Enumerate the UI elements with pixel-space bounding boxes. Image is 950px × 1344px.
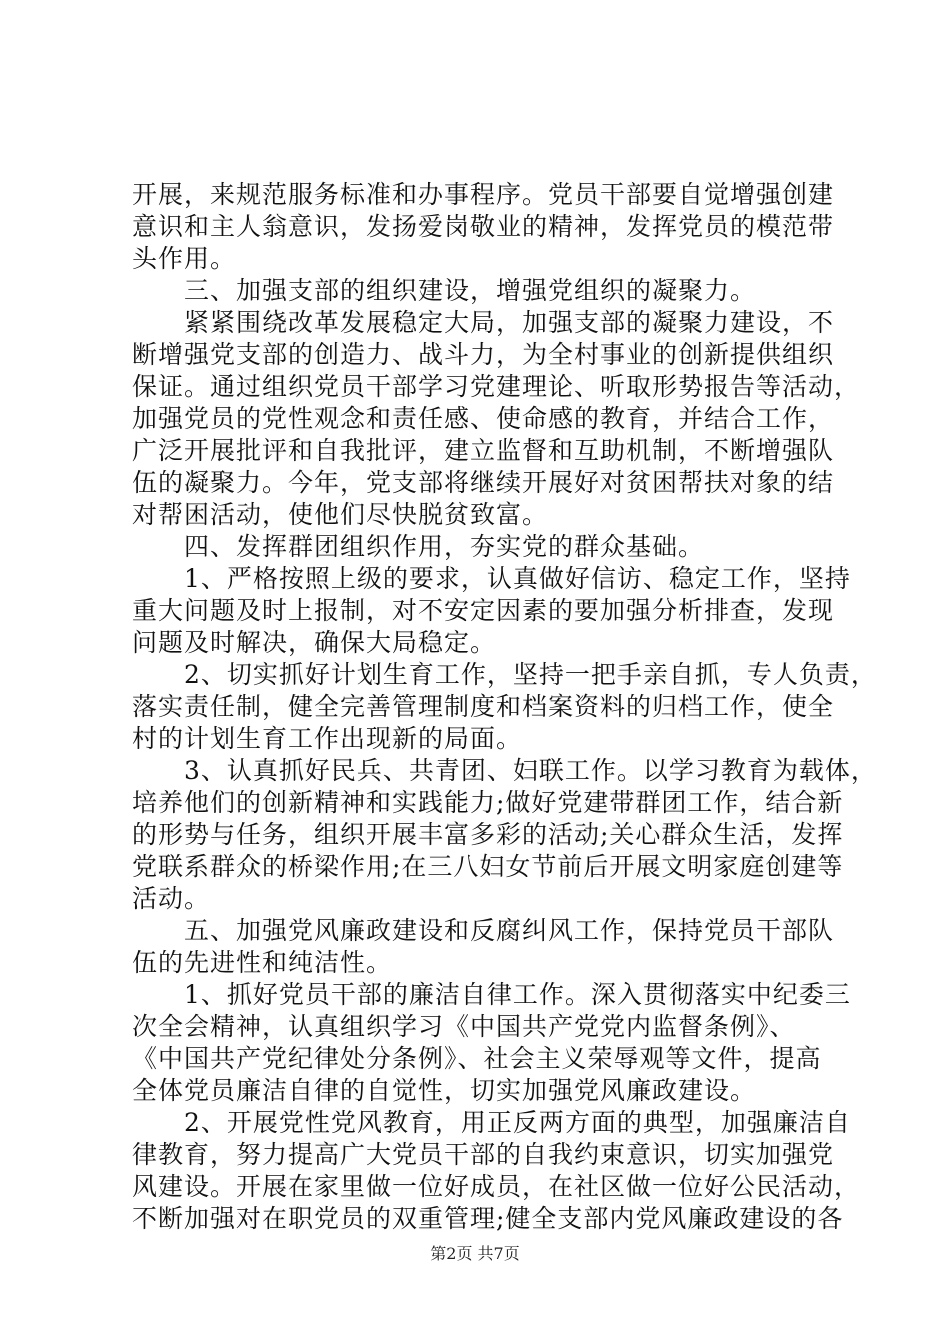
text-line: 的形势与任务，组织开展丰富多彩的活动;关心群众生活，发挥 [132, 820, 844, 849]
text-line: 不断加强对在职党员的双重管理;健全支部内党风廉政建设的各 [132, 1204, 844, 1233]
text-line: 广泛开展批评和自我批评，建立监督和互助机制，不断增强队 [132, 436, 835, 465]
text-line: 问题及时解决，确保大局稳定。 [132, 628, 497, 657]
text-line: 紧紧围绕改革发展稳定大局，加强支部的凝聚力建设，不 [132, 308, 835, 337]
text-line: 1、抓好党员干部的廉洁自律工作。深入贯彻落实中纪委三 [132, 980, 851, 1009]
text-line: 风建设。开展在家里做一位好成员，在社区做一位好公民活动， [132, 1172, 861, 1201]
text-line: 1、严格按照上级的要求，认真做好信访、稳定工作，坚持 [132, 564, 851, 593]
text-line: 保证。通过组织党员干部学习党建理论、听取形势报告等活动， [132, 372, 861, 401]
text-line: 落实责任制，健全完善管理制度和档案资料的归档工作，使全 [132, 692, 835, 721]
text-line: 重大问题及时上报制，对不安定因素的要加强分析排查，发现 [132, 596, 835, 625]
text-line: 全体党员廉洁自律的自觉性，切实加强党风廉政建设。 [132, 1076, 757, 1105]
text-line: 对帮困活动，使他们尽快脱贫致富。 [132, 500, 549, 529]
text-line: 2、切实抓好计划生育工作，坚持一把手亲自抓，专人负责， [132, 660, 877, 689]
text-line: 2、开展党性党风教育，用正反两方面的典型，加强廉洁自 [132, 1108, 851, 1137]
text-line: 3、认真抓好民兵、共青团、妇联工作。以学习教育为载体， [132, 756, 877, 785]
text-line: 开展，来规范服务标准和办事程序。党员干部要自觉增强创建 [132, 180, 835, 209]
text-line: 头作用。 [132, 244, 237, 273]
text-line: 断增强党支部的创造力、战斗力，为全村事业的创新提供组织 [132, 340, 835, 369]
text-line: 《中国共产党纪律处分条例》、社会主义荣辱观等文件，提高 [132, 1044, 822, 1073]
text-line: 次全会精神，认真组织学习《中国共产党党内监督条例》、 [132, 1012, 796, 1041]
text-line: 意识和主人翁意识，发扬爱岗敬业的精神，发挥党员的模范带 [132, 212, 835, 241]
text-line: 村的计划生育工作出现新的局面。 [132, 724, 523, 753]
section-heading: 四、发挥群团组织作用，夯实党的群众基础。 [132, 532, 705, 561]
text-line: 党联系群众的桥梁作用;在三八妇女节前后开展文明家庭创建等 [132, 852, 844, 881]
page-number-footer: 第2页 共7页 [430, 1244, 520, 1263]
text-line: 培养他们的创新精神和实践能力;做好党建带群团工作，结合新 [132, 788, 844, 817]
text-line: 加强党员的党性观念和责任感、使命感的教育，并结合工作， [132, 404, 835, 433]
text-line: 活动。 [132, 884, 211, 913]
text-line: 律教育，努力提高广大党员干部的自我约束意识，切实加强党 [132, 1140, 835, 1169]
text-line: 伍的凝聚力。今年，党支部将继续开展好对贫困帮扶对象的结 [132, 468, 835, 497]
section-heading: 五、加强党风廉政建设和反腐纠风工作，保持党员干部队 [132, 916, 835, 945]
section-heading: 三、加强支部的组织建设，增强党组织的凝聚力。 [132, 276, 757, 305]
text-line: 伍的先进性和纯洁性。 [132, 948, 393, 977]
